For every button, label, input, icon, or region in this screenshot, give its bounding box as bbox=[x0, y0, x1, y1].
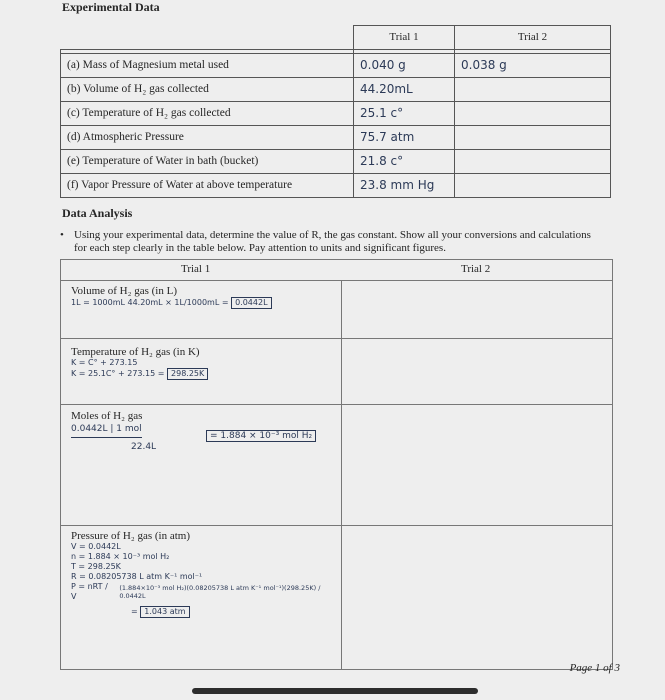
row-divider bbox=[61, 338, 612, 339]
row-label: (a) Mass of Magnesium metal used bbox=[61, 53, 354, 77]
row-label: (e) Temperature of Water in bath (bucket) bbox=[61, 149, 354, 173]
temperature-label: Temperature of H₂ gas (in K) bbox=[71, 346, 200, 358]
row-divider bbox=[61, 525, 612, 526]
pressure-v: V = 0.0442L bbox=[71, 542, 121, 551]
calc-trial2-header: Trial 2 bbox=[461, 263, 491, 275]
pressure-label: Pressure of H₂ gas (in atm) bbox=[71, 530, 191, 542]
pressure-n: n = 1.884 × 10⁻³ mol H₂ bbox=[71, 552, 170, 561]
row-label: (c) Temperature of H₂ gas collected bbox=[61, 101, 354, 125]
trial1-value: 44.20mL bbox=[354, 77, 455, 101]
moles-label: Moles of H₂ gas bbox=[71, 410, 143, 422]
trial1-header: Trial 1 bbox=[354, 26, 455, 50]
instructions-bullet bbox=[60, 229, 600, 254]
trial1-value: 25.1 c° bbox=[354, 101, 455, 125]
trial2-header: Trial 2 bbox=[455, 26, 611, 50]
trial1-value: 0.040 g bbox=[354, 53, 455, 77]
temperature-line2: K = 25.1C° + 273.15 = 298.25K bbox=[71, 368, 336, 380]
bullet-point: • bbox=[60, 229, 64, 241]
pressure-r: R = 0.08205738 L atm K⁻¹ mol⁻¹ bbox=[71, 572, 203, 581]
temperature-line1: K = C° + 273.15 bbox=[71, 358, 138, 367]
calculation-table bbox=[60, 259, 613, 670]
page-number: Page 1 of 3 bbox=[569, 662, 620, 674]
table-header-row bbox=[61, 26, 611, 50]
volume-label: Volume of H₂ gas (in L) bbox=[71, 285, 177, 297]
table-row bbox=[61, 53, 611, 77]
moles-cell bbox=[71, 410, 336, 462]
row-label: (d) Atmospheric Pressure bbox=[61, 125, 354, 149]
experimental-data-title: Experimental Data bbox=[62, 0, 160, 14]
experimental-data-table bbox=[60, 25, 611, 198]
temperature-answer: 298.25K bbox=[167, 368, 208, 380]
instructions-text: Using your experimental data, determine the value of R, the gas constant. Show all your conversions and calculations for each step clearly in the table below. Pay attention to units and significant figures. bbox=[74, 229, 591, 254]
pressure-formula: P = nRT / V bbox=[71, 582, 108, 601]
trial2-value bbox=[455, 149, 611, 173]
volume-cell bbox=[71, 285, 336, 309]
trial2-value bbox=[455, 101, 611, 125]
trial1-value: 23.8 mm Hg bbox=[354, 173, 455, 197]
volume-answer: 0.0442L bbox=[231, 297, 271, 309]
pressure-substitution: (1.884×10⁻³ mol H₂)(0.08205738 L atm K⁻¹ mol⁻¹)(298.25K) / 0.0442L bbox=[119, 583, 321, 600]
calc-trial1-header: Trial 1 bbox=[181, 263, 211, 275]
moles-answer: = 1.884 × 10⁻³ mol H₂ bbox=[206, 430, 316, 442]
row-divider bbox=[61, 404, 612, 405]
volume-work: 1L = 1000mL 44.20mL × 1L/1000mL = 0.0442L bbox=[71, 297, 336, 309]
pressure-formula-row bbox=[71, 582, 336, 602]
trial1-value: 21.8 c° bbox=[354, 149, 455, 173]
data-analysis-title: Data Analysis bbox=[62, 206, 133, 220]
trial2-value bbox=[455, 125, 611, 149]
trial1-value: 75.7 atm bbox=[354, 125, 455, 149]
table-row bbox=[61, 149, 611, 173]
moles-denominator: 22.4L bbox=[131, 442, 157, 452]
table-row bbox=[61, 125, 611, 149]
temperature-cell bbox=[71, 346, 336, 380]
moles-numerator: 0.0442L | 1 mol bbox=[71, 424, 142, 438]
pressure-cell: Pressure of H₂ gas (in atm) V = 0.0442L n = 1.884 × 10⁻³ mol H₂ T = 298.25K R = 0.08205738 L atm K⁻¹ mol⁻¹ P = nRT / V (1.884×10⁻³ mol H₂)(0.08205738 L atm K⁻¹ mol⁻¹)(298.25K) / 0.0442L = 1.043 atm bbox=[71, 530, 336, 618]
horizontal-scrollbar[interactable] bbox=[192, 688, 478, 694]
pressure-answer: 1.043 atm bbox=[140, 606, 189, 618]
trial2-value bbox=[455, 173, 611, 197]
table-row bbox=[61, 77, 611, 101]
table-row bbox=[61, 173, 611, 197]
calc-header-row bbox=[61, 260, 612, 281]
trial2-value: 0.038 g bbox=[455, 53, 611, 77]
table-row bbox=[61, 101, 611, 125]
row-label: (f) Vapor Pressure of Water at above temperature bbox=[61, 173, 354, 197]
trial2-value bbox=[455, 77, 611, 101]
row-label: (b) Volume of H₂ gas collected bbox=[61, 77, 354, 101]
pressure-t: T = 298.25K bbox=[71, 562, 121, 571]
